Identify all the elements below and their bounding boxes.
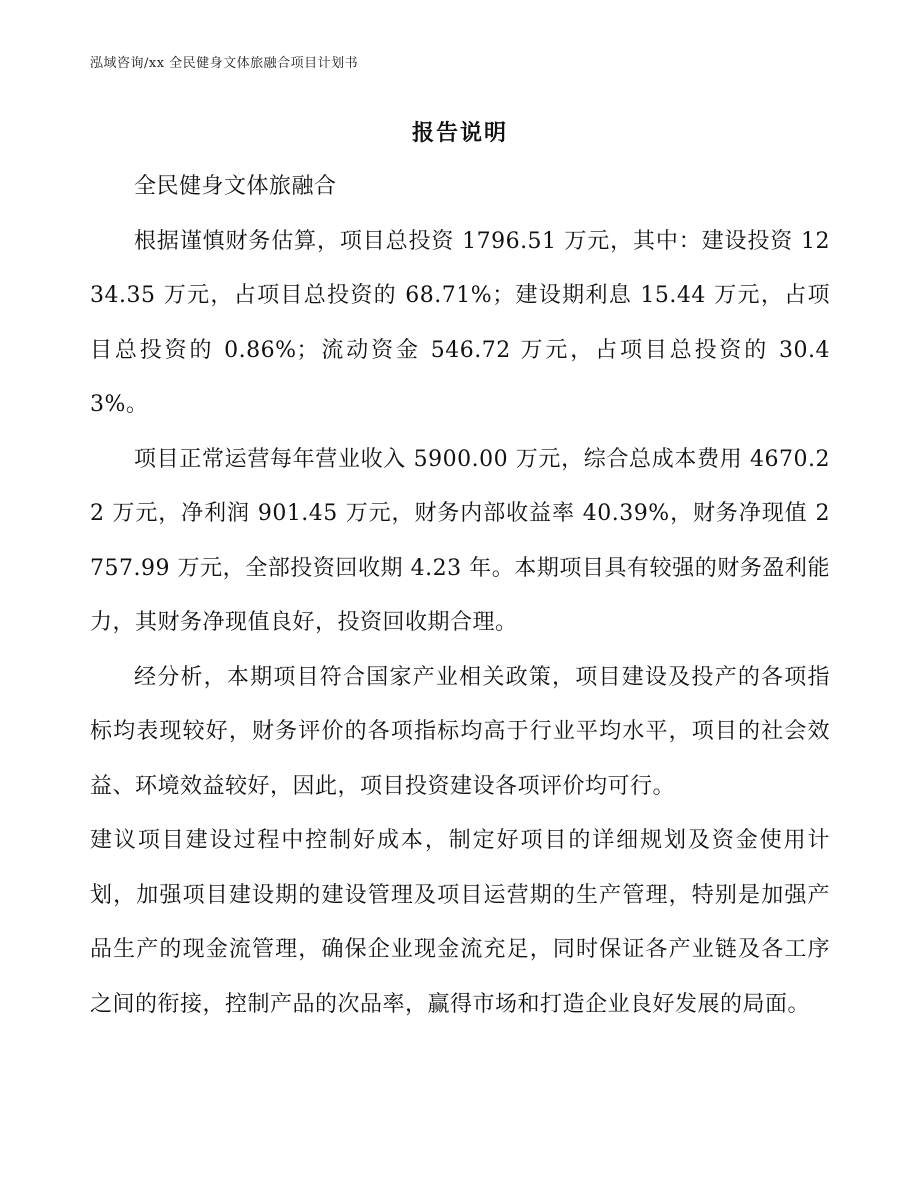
paragraph-analysis: 经分析，本期项目符合国家产业相关政策，项目建设及投产的各项指标均表现较好，财务评价的各项指标均高于行业平均水平，项目的社会效益、环境效益较好，因此，项目投资建设各项评价均可行。 bbox=[90, 664, 830, 799]
report-title: 报告说明 bbox=[411, 120, 508, 146]
paragraph-investment: 根据谨慎财务估算，项目总投资 1796.51 万元，其中：建设投资 1234.35 万元，占项目总投资的 68.71%；建设期利息 15.44 万元，占项目总投资的 0.86%；流动资金 546.72 万元，占项目总投资的 30.43%。 bbox=[90, 228, 830, 417]
running-header: 泓域咨询/xx 全民健身文体旅融合项目计划书 bbox=[90, 56, 359, 71]
report-body bbox=[90, 160, 830, 1032]
paragraph-revenue: 项目正常运营每年营业收入 5900.00 万元，综合总成本费用 4670.22 万元，净利润 901.45 万元，财务内部收益率 40.39%，财务净现值 2757.99 万元，全部投资回收期 4.23 年。本期项目具有较强的财务盈利能力，其财务净现值良好，投资回收期合理。 bbox=[90, 446, 830, 635]
header-divider bbox=[90, 78, 830, 79]
paragraph-recommendation: 建议项目建设过程中控制好成本，制定好项目的详细规划及资金使用计划，加强项目建设期的建设管理及项目运营期的生产管理，特别是加强产品生产的现金流管理，确保企业现金流充足，同时保证各产业链及各工序之间的衔接，控制产品的次品率，赢得市场和打造企业良好发展的局面。 bbox=[90, 828, 830, 1017]
project-subtitle: 全民健身文体旅融合 bbox=[134, 174, 337, 199]
